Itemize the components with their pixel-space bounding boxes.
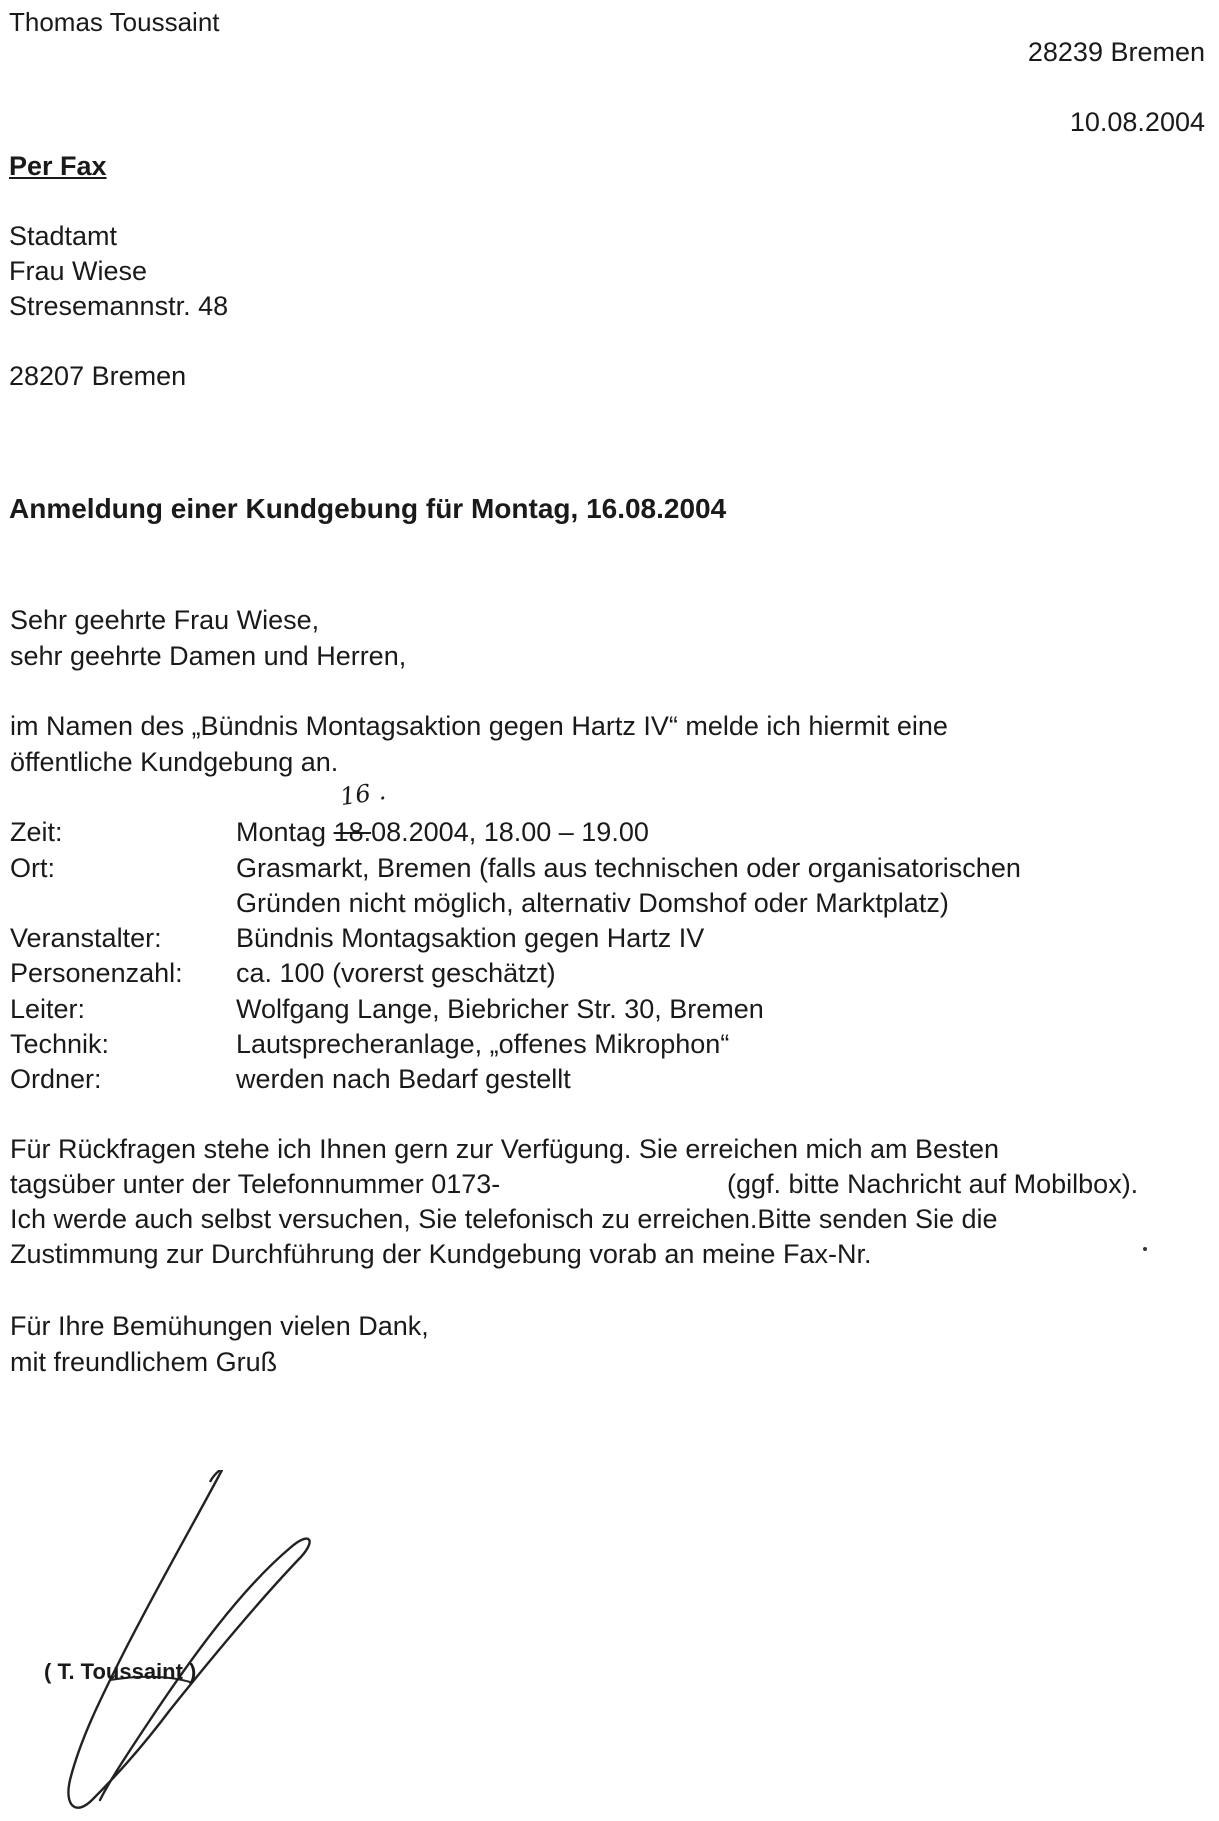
- closing-line: mit freundlichem Gruß: [10, 1347, 278, 1377]
- detail-value-ort: Gründen nicht möglich, alternativ Domshof oder Marktplatz): [236, 888, 949, 918]
- detail-label-zeit: Zeit:: [10, 817, 63, 847]
- detail-label-personenzahl: Personenzahl:: [10, 958, 183, 988]
- signature-name: ( T. Toussaint ): [44, 1659, 197, 1684]
- detail-value-zeit: [236, 816, 649, 848]
- detail-value-ort: Grasmarkt, Bremen (falls aus technischen oder organisatorischen: [236, 853, 1021, 883]
- recipient-person: Frau Wiese: [9, 256, 148, 286]
- recipient-street: Stresemannstr. 48: [9, 291, 229, 321]
- salutation-line: sehr geehrte Damen und Herren,: [10, 641, 407, 671]
- letter-date: 10.08.2004: [1069, 107, 1205, 137]
- detail-label-ordner: Ordner:: [10, 1064, 102, 1094]
- handwritten-signature: [40, 1470, 320, 1820]
- detail-value-technik: Lautsprecheranlage, „offenes Mikrophon“: [236, 1029, 730, 1059]
- detail-value-ordner: werden nach Bedarf gestellt: [236, 1064, 571, 1094]
- detail-label-ort: Ort:: [10, 853, 55, 883]
- closing-line: Für Ihre Bemühungen vielen Dank,: [10, 1311, 429, 1341]
- detail-label-technik: Technik:: [10, 1029, 110, 1059]
- body-line: tagsüber unter der Telefonnummer 0173-: [10, 1169, 501, 1199]
- letter-subject: Anmeldung einer Kundgebung für Montag, 16.08.2004: [9, 493, 727, 524]
- recipient-city: 28207 Bremen: [9, 361, 187, 391]
- salutation-line: Sehr geehrte Frau Wiese,: [10, 605, 320, 635]
- detail-value-personenzahl: ca. 100 (vorerst geschätzt): [236, 958, 556, 988]
- detail-label-veranstalter: Veranstalter:: [10, 923, 162, 953]
- sender-city: 28239 Bremen: [1027, 37, 1205, 67]
- detail-value-leiter: Wolfgang Lange, Biebricher Str. 30, Bremen: [236, 994, 764, 1024]
- intro-line: im Namen des „Bündnis Montagsaktion gegen Hartz IV“ melde ich hiermit eine: [10, 711, 948, 741]
- body-line: (ggf. bitte Nachricht auf Mobilbox).: [727, 1169, 1139, 1199]
- recipient-office: Stadtamt: [9, 221, 118, 251]
- intro-line: öffentliche Kundgebung an.: [10, 747, 339, 777]
- stray-dot: [1143, 1247, 1147, 1251]
- detail-value-veranstalter: Bündnis Montagsaktion gegen Hartz IV: [236, 923, 705, 953]
- body-line: Für Rückfragen stehe ich Ihnen gern zur Verfügung. Sie erreichen mich am Besten: [10, 1134, 1000, 1164]
- body-line: Zustimmung zur Durchführung der Kundgebung vorab an meine Fax-Nr.: [10, 1239, 872, 1269]
- handwritten-correction: 16 .: [338, 776, 388, 812]
- sender-name: Thomas Toussaint: [9, 7, 220, 37]
- detail-label-leiter: Leiter:: [10, 994, 86, 1024]
- body-line: Ich werde auch selbst versuchen, Sie telefonisch zu erreichen.Bitte senden Sie die: [10, 1204, 998, 1234]
- zeit-struck-day: 18.: [333, 817, 372, 847]
- zeit-rest: 08.2004, 18.00 – 19.00: [371, 817, 649, 847]
- zeit-prefix: Montag: [236, 817, 334, 847]
- delivery-method: Per Fax: [9, 151, 107, 181]
